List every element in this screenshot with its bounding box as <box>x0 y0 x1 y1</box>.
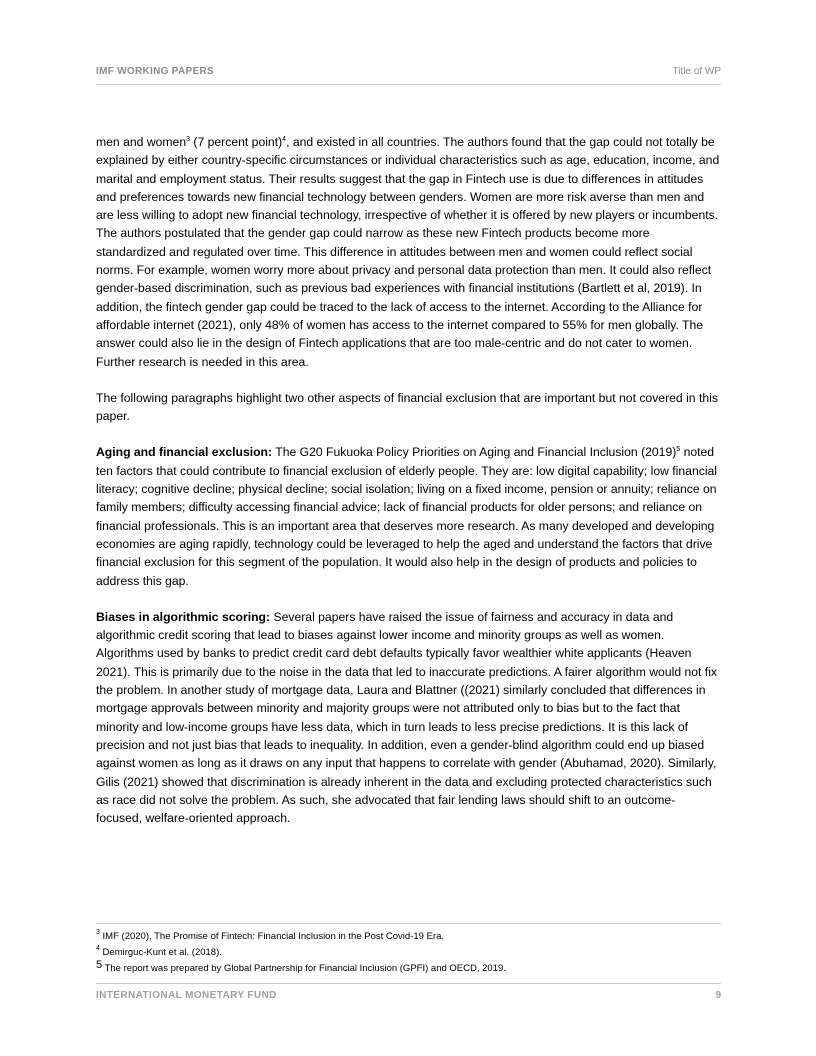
footnote-ref-5: 5 <box>676 446 681 454</box>
paragraph-intro-aspects: The following paragraphs highlight two other aspects of financial exclusion that are important but not covered in this paper. <box>96 390 718 424</box>
footnote-number: 5 <box>96 959 103 971</box>
header-series-title: IMF WORKING PAPERS <box>96 66 214 77</box>
header-divider <box>96 84 721 85</box>
footnote-ref-4: 4 <box>282 136 287 143</box>
footnote-5 <box>96 961 721 977</box>
footnote-text: IMF (2020), The Promise of Fintech: Financial Inclusion in the Post Covid-19 Era. <box>99 931 444 942</box>
page-header <box>96 66 721 84</box>
footnote-divider <box>96 923 721 924</box>
p4-text-1: Several papers have raised the issue of fairness and accuracy in data and algorithmic credit scoring that lead to biases against lower income and minority groups as well as women. Algorithms used by banks to predict credit card debt defaults typically favor wealthier white applicants (Heaven 2021). This is primarily due to the noise in the data that led to inaccurate predictions. A fairer algorithm would not fix the problem. In another study of mortgage data, Laura and Blattner ((2021) similarly concluded that differences in mortgage approvals between minority and majority groups were not attributed only to bias but to the fact that minority and low-income groups have less data, which in turn leads to less precise predictions. It is this lack of precision and not just bias that leads to inequality. In addition, even a gender-blind algorithm could end up biased against women as long as it draws on any input that happens to correlate with gender (Abuhamad, 2020). Similarly, Gilis (2021) showed that discrimination is already inherent in the data and excluding protected characteristics such as race did not solve the problem. As such, she advocated that fair lending laws should shift to an outcome-focused, welfare-oriented approach. <box>96 609 717 826</box>
p3-text-2: noted ten factors that could contribute to financial exclusion of elderly people. They are: low digital capability; low financial literacy; cognitive decline; physical decline; social isolation; living on a fixed income, pension or annuity; reliance on family members; difficulty accessing financial advice; lack of financial products for older persons; and reliance on financial professionals. This is an important area that deserves more research. As many developed and developing economies are aging rapidly, technology could be leveraged to help the aged and understand the factors that drive financial exclusion for this segment of the population. It would also help in the design of products and policies to address this gap. <box>96 445 718 588</box>
footer-divider <box>96 983 721 984</box>
p1-text-2: (7 percent point) <box>190 135 283 149</box>
footnote-3 <box>96 929 721 945</box>
footnote-ref-3: 3 <box>186 136 191 143</box>
body-text <box>96 133 721 845</box>
header-paper-title: Title of WP <box>672 66 721 77</box>
footnote-text: Demirguc-Kunt et al. (2018). <box>99 947 222 958</box>
p1-text-3: , and existed in all countries. The authors found that the gap could not totally be explained by either country-specific circumstances or individual characteristics such as age, education, income, and marital and employment status. Their results suggest that the gap in Fintech use is due to differences in attitudes and preferences towards new financial technology between genders. Women are more risk averse than men and are less willing to adopt new financial technology, irrespective of whether it is offered by new players or incumbents. The authors postulated that the gender gap could narrow as these new Fintech products become more standardized and regulated over time. This difference in attitudes between men and women could reflect social norms. For example, women worry more about privacy and personal data protection than men. It could also reflect gender-based discrimination, such as previous bad experiences with financial institutions (Bartlett et al, 2019). In addition, the fintech gender gap could be traced to the lack of access to the internet. According to the Alliance for affordable internet (2021), only 48% of women has access to the internet compared to 55% for men globally. The answer could also lie in the design of Fintech applications that are too male-centric and do not cater to women. Further research is needed in this area. <box>96 135 720 369</box>
paragraph-algorithmic-bias <box>96 608 721 828</box>
footer-org-name: INTERNATIONAL MONETARY FUND <box>96 990 277 1001</box>
footnote-4 <box>96 945 721 961</box>
paragraph-gender-gap <box>96 133 721 371</box>
footnote-number: 3 <box>96 929 100 936</box>
bias-heading: Biases in algorithmic scoring: <box>96 609 271 624</box>
footnotes <box>96 929 721 977</box>
footnote-text: The report was prepared by Global Partnership for Financial Inclusion (GPFI) and OECD, 2019. <box>102 963 506 974</box>
aging-heading: Aging and financial exclusion: <box>96 445 273 460</box>
page-number: 9 <box>715 990 721 1001</box>
page-footer <box>96 990 721 1006</box>
footnote-number: 4 <box>96 945 100 952</box>
p1-text-1: men and women <box>96 135 187 149</box>
paragraph-aging <box>96 443 721 589</box>
p3-text-1: The G20 Fukuoka Policy Priorities on Aging and Financial Inclusion (2019) <box>272 445 677 460</box>
